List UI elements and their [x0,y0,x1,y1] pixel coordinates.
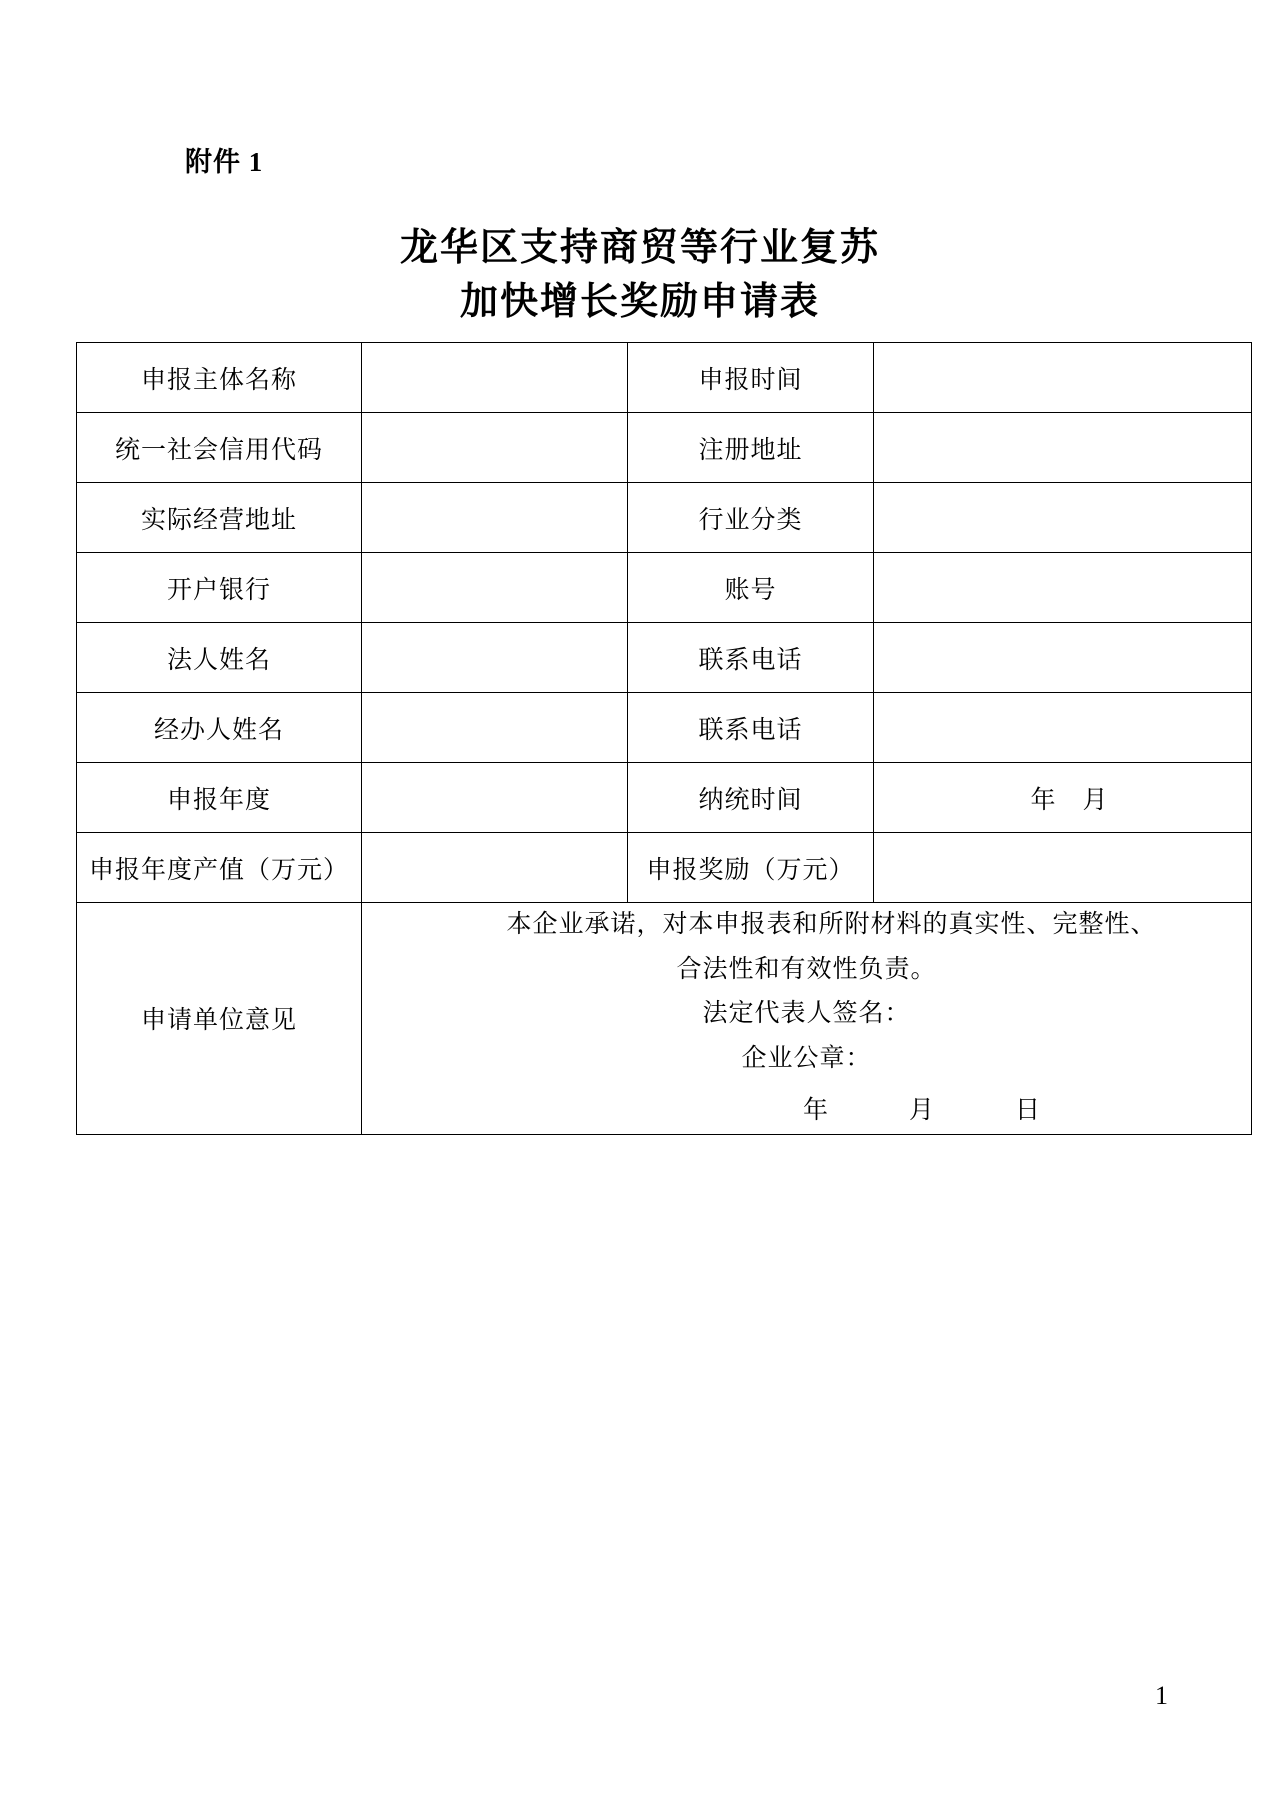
field-label-annual-output: 申报年度产值（万元） [77,833,362,903]
field-label-business-address: 实际经营地址 [77,483,362,553]
field-label-applicant-name: 申报主体名称 [77,343,362,413]
application-form-table [76,342,1252,1135]
opinion-paragraph-2: 合法性和有效性负责。 [676,955,937,983]
field-value-registered-address[interactable] [874,413,1252,483]
table-row [77,623,1252,693]
field-value-legal-person-name[interactable] [362,623,628,693]
opinion-paragraph-1: 本企业承诺，对本申报表和所附材料的真实性、完整性、 [506,911,1157,938]
title-line-1: 龙华区支持商贸等行业复苏 [399,227,880,269]
field-value-application-year[interactable] [362,763,628,833]
field-value-application-date[interactable] [874,343,1252,413]
table-row [77,343,1252,413]
field-value-business-address[interactable] [362,483,628,553]
title-line-2: 加快增长奖励申请表 [459,280,820,323]
field-label-legal-person-name: 法人姓名 [77,623,362,693]
field-label-handler-phone: 联系电话 [628,693,874,763]
table-row [77,553,1252,623]
opinion-date-line[interactable]: 年 月 日 [802,1097,1068,1124]
table-row-opinion [77,903,1252,1135]
field-value-account-number[interactable] [874,553,1252,623]
table-row [77,833,1252,903]
page-number: 1 [1155,1681,1168,1710]
field-value-credit-code[interactable] [362,413,628,483]
attachment-label: 附件 1 [185,147,264,177]
table-row [77,413,1252,483]
field-label-credit-code: 统一社会信用代码 [77,413,362,483]
field-value-handler-phone[interactable] [874,693,1252,763]
field-value-industry-category[interactable] [874,483,1252,553]
table-row [77,763,1252,833]
field-value-bank[interactable] [362,553,628,623]
opinion-signature-line[interactable]: 法定代表人签名： [702,1000,911,1027]
field-label-handler-name: 经办人姓名 [77,693,362,763]
field-label-application-date: 申报时间 [628,343,874,413]
field-label-applicant-opinion: 申请单位意见 [77,903,362,1135]
field-label-bank: 开户银行 [77,553,362,623]
field-label-award-amount: 申报奖励（万元） [628,833,874,903]
field-label-statistics-date: 纳统时间 [628,763,874,833]
field-value-applicant-name[interactable] [362,343,628,413]
field-label-industry-category: 行业分类 [628,483,874,553]
field-value-handler-name[interactable] [362,693,628,763]
field-label-legal-person-phone: 联系电话 [628,623,874,693]
field-label-application-year: 申报年度 [77,763,362,833]
opinion-seal-line[interactable]: 企业公章： [741,1044,872,1072]
field-value-legal-person-phone[interactable] [874,623,1252,693]
field-value-annual-output[interactable] [362,833,628,903]
field-label-account-number: 账号 [628,553,874,623]
field-label-registered-address: 注册地址 [628,413,874,483]
field-value-award-amount[interactable] [874,833,1252,903]
field-value-applicant-opinion[interactable] [362,903,1252,1135]
table-row [77,693,1252,763]
field-value-statistics-date[interactable]: 年 月 [874,763,1252,833]
page-title [80,222,1200,330]
table-row [77,483,1252,553]
